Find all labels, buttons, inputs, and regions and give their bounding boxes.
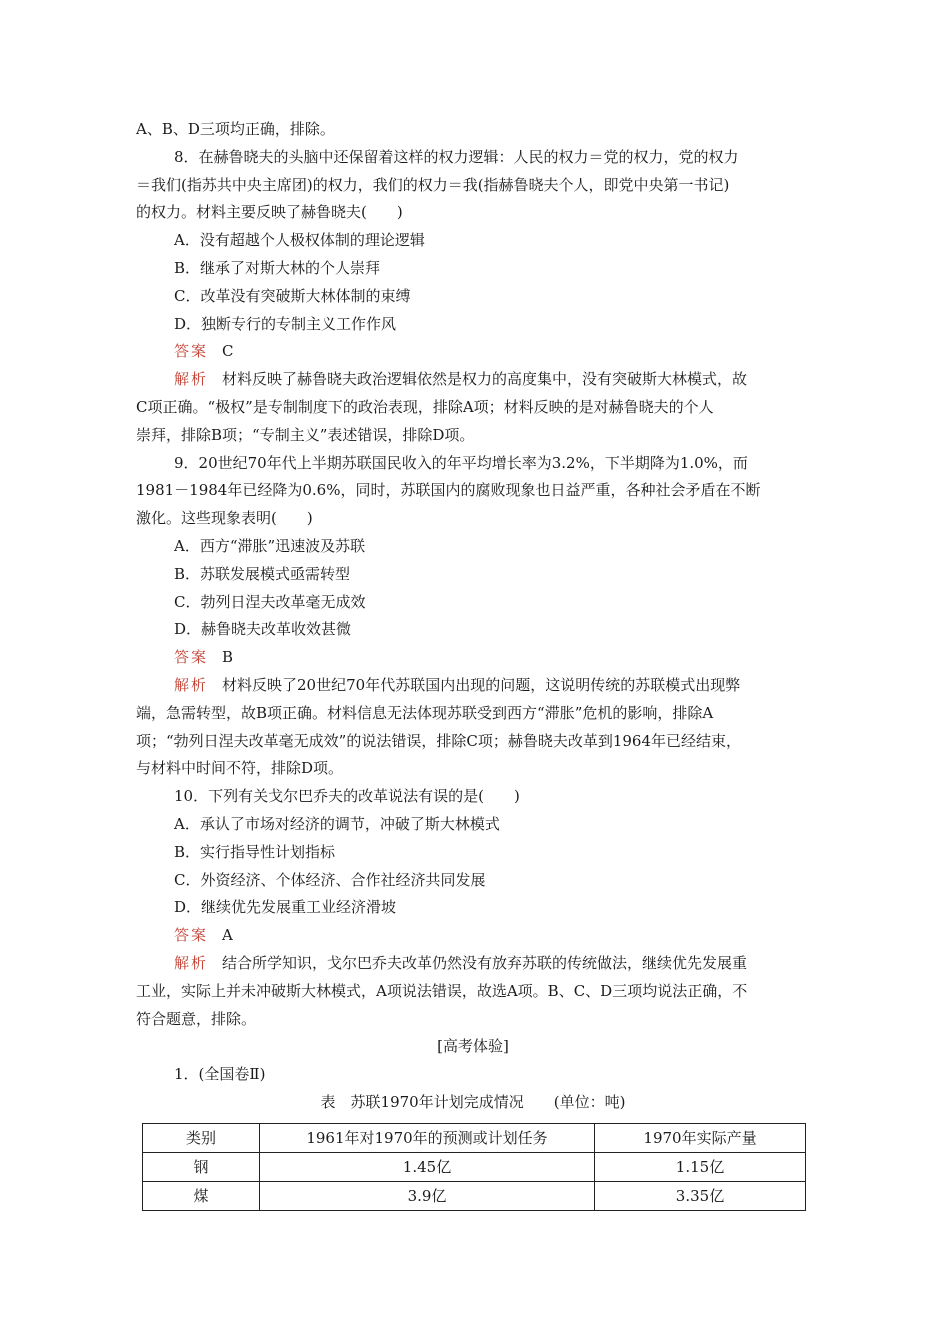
table-caption: 表 苏联1970年计划完成情况 (单位：吨) bbox=[320, 1092, 626, 1111]
question-10-stem: 10．下列有关戈尔巴乔夫的改革说法有误的是( ) bbox=[174, 787, 520, 806]
question-9-stem: 1981－1984年已经降为0.6%，同时，苏联国内的腐败现象也日益严重，各种社会矛盾在不断 bbox=[136, 481, 761, 500]
answer-value: B bbox=[222, 648, 234, 667]
question-9-explanation: 项；“勃列日涅夫改革毫无成效”的说法错误，排除C项；赫鲁晓夫改革到1964年已经结束， bbox=[136, 731, 741, 750]
question-8-explanation: C项正确。“极权”是专制制度下的政治表现，排除A项；材料反映的是对赫鲁晓夫的个人 bbox=[136, 397, 714, 416]
answer-label: 答案 bbox=[174, 926, 209, 945]
table-header-cell: 类别 bbox=[143, 1123, 260, 1152]
question-8-stem: 8．在赫鲁晓夫的头脑中还保留着这样的权力逻辑：人民的权力＝党的权力，党的权力 bbox=[174, 147, 739, 166]
data-table bbox=[142, 1123, 806, 1211]
question-9-stem: 激化。这些现象表明( ) bbox=[136, 509, 313, 528]
question-9-option-b: B．苏联发展模式亟需转型 bbox=[174, 564, 351, 583]
explanation-label: 解析 bbox=[174, 953, 209, 972]
question-9-explanation: 与材料中时间不符，排除D项。 bbox=[136, 759, 344, 778]
question-8-stem: 的权力。材料主要反映了赫鲁晓夫( ) bbox=[136, 203, 403, 222]
question-10-option-a: A．承认了市场对经济的调节，冲破了斯大林模式 bbox=[174, 814, 500, 833]
table-header-row bbox=[143, 1123, 806, 1152]
table-cell: 1.15亿 bbox=[595, 1152, 806, 1181]
question-8-option-d: D．独断专行的专制主义工作作风 bbox=[174, 314, 397, 333]
question-10-option-d: D．继续优先发展重工业经济滑坡 bbox=[174, 898, 397, 917]
table-row bbox=[143, 1181, 806, 1210]
question-9-explanation: 端，急需转型，故B项正确。材料信息无法体现苏联受到西方“滞胀”危机的影响，排除A bbox=[136, 703, 714, 722]
answer-label: 答案 bbox=[174, 342, 209, 361]
table-cell: 3.9亿 bbox=[260, 1181, 595, 1210]
question-8-option-c: C．改革没有突破斯大林体制的束缚 bbox=[174, 286, 411, 305]
question-10-answer bbox=[136, 922, 810, 950]
table-cell: 1.45亿 bbox=[260, 1152, 595, 1181]
question-8-answer bbox=[136, 338, 810, 366]
exam-question-1: 1．(全国卷Ⅱ) bbox=[174, 1065, 266, 1084]
explanation-label: 解析 bbox=[174, 370, 209, 389]
question-10-explanation: 工业，实际上并未冲破斯大林模式，A项说法错误，故选A项。B、C、D三项均说法正确，不 bbox=[136, 981, 748, 1000]
table-cell: 煤 bbox=[143, 1181, 260, 1210]
paragraph-line: A、B、D三项均正确，排除。 bbox=[136, 120, 335, 138]
document-page bbox=[136, 116, 810, 1211]
question-10-explanation bbox=[136, 950, 810, 978]
question-9-option-a: A．西方“滞胀”迅速波及苏联 bbox=[174, 536, 366, 555]
explanation-text: 结合所学知识，戈尔巴乔夫改革仍然没有放弃苏联的传统做法，继续优先发展重 bbox=[222, 953, 748, 972]
answer-label: 答案 bbox=[174, 648, 209, 667]
question-8-stem: ＝我们(指苏共中央主席团)的权力，我们的权力＝我(指赫鲁晓夫个人，即党中央第一书记) bbox=[136, 175, 730, 194]
question-8-option-b: B．继承了对斯大林的个人崇拜 bbox=[174, 258, 381, 277]
table-cell: 3.35亿 bbox=[595, 1181, 806, 1210]
question-10-explanation: 符合题意，排除。 bbox=[136, 1009, 257, 1028]
question-9-option-c: C．勃列日涅夫改革毫无成效 bbox=[174, 592, 366, 611]
question-9-explanation bbox=[136, 672, 810, 700]
question-8-explanation bbox=[136, 366, 810, 394]
answer-value: C bbox=[222, 342, 234, 361]
table-cell: 钢 bbox=[143, 1152, 260, 1181]
explanation-text: 材料反映了赫鲁晓夫政治逻辑依然是权力的高度集中，没有突破斯大林模式，故 bbox=[222, 370, 748, 389]
explanation-label: 解析 bbox=[174, 675, 209, 694]
question-10-option-c: C．外资经济、个体经济、合作社经济共同发展 bbox=[174, 870, 486, 889]
question-8-explanation: 崇拜，排除B项；“专制主义”表述错误，排除D项。 bbox=[136, 425, 475, 444]
explanation-text: 材料反映了20世纪70年代苏联国内出现的问题，这说明传统的苏联模式出现弊 bbox=[222, 675, 741, 694]
question-9-answer bbox=[136, 644, 810, 672]
table-header-cell: 1970年实际产量 bbox=[595, 1123, 806, 1152]
answer-value: A bbox=[222, 926, 233, 945]
section-heading: [高考体验] bbox=[437, 1037, 509, 1056]
question-8-option-a: A．没有超越个人极权体制的理论逻辑 bbox=[174, 231, 425, 250]
table-header-cell: 1961年对1970年的预测或计划任务 bbox=[260, 1123, 595, 1152]
question-9-stem: 9．20世纪70年代上半期苏联国民收入的年平均增长率为3.2%，下半期降为1.0%，而 bbox=[174, 453, 748, 472]
table-row bbox=[143, 1152, 806, 1181]
question-10-option-b: B．实行指导性计划指标 bbox=[174, 842, 336, 861]
question-9-option-d: D．赫鲁晓夫改革收效甚微 bbox=[174, 620, 352, 639]
